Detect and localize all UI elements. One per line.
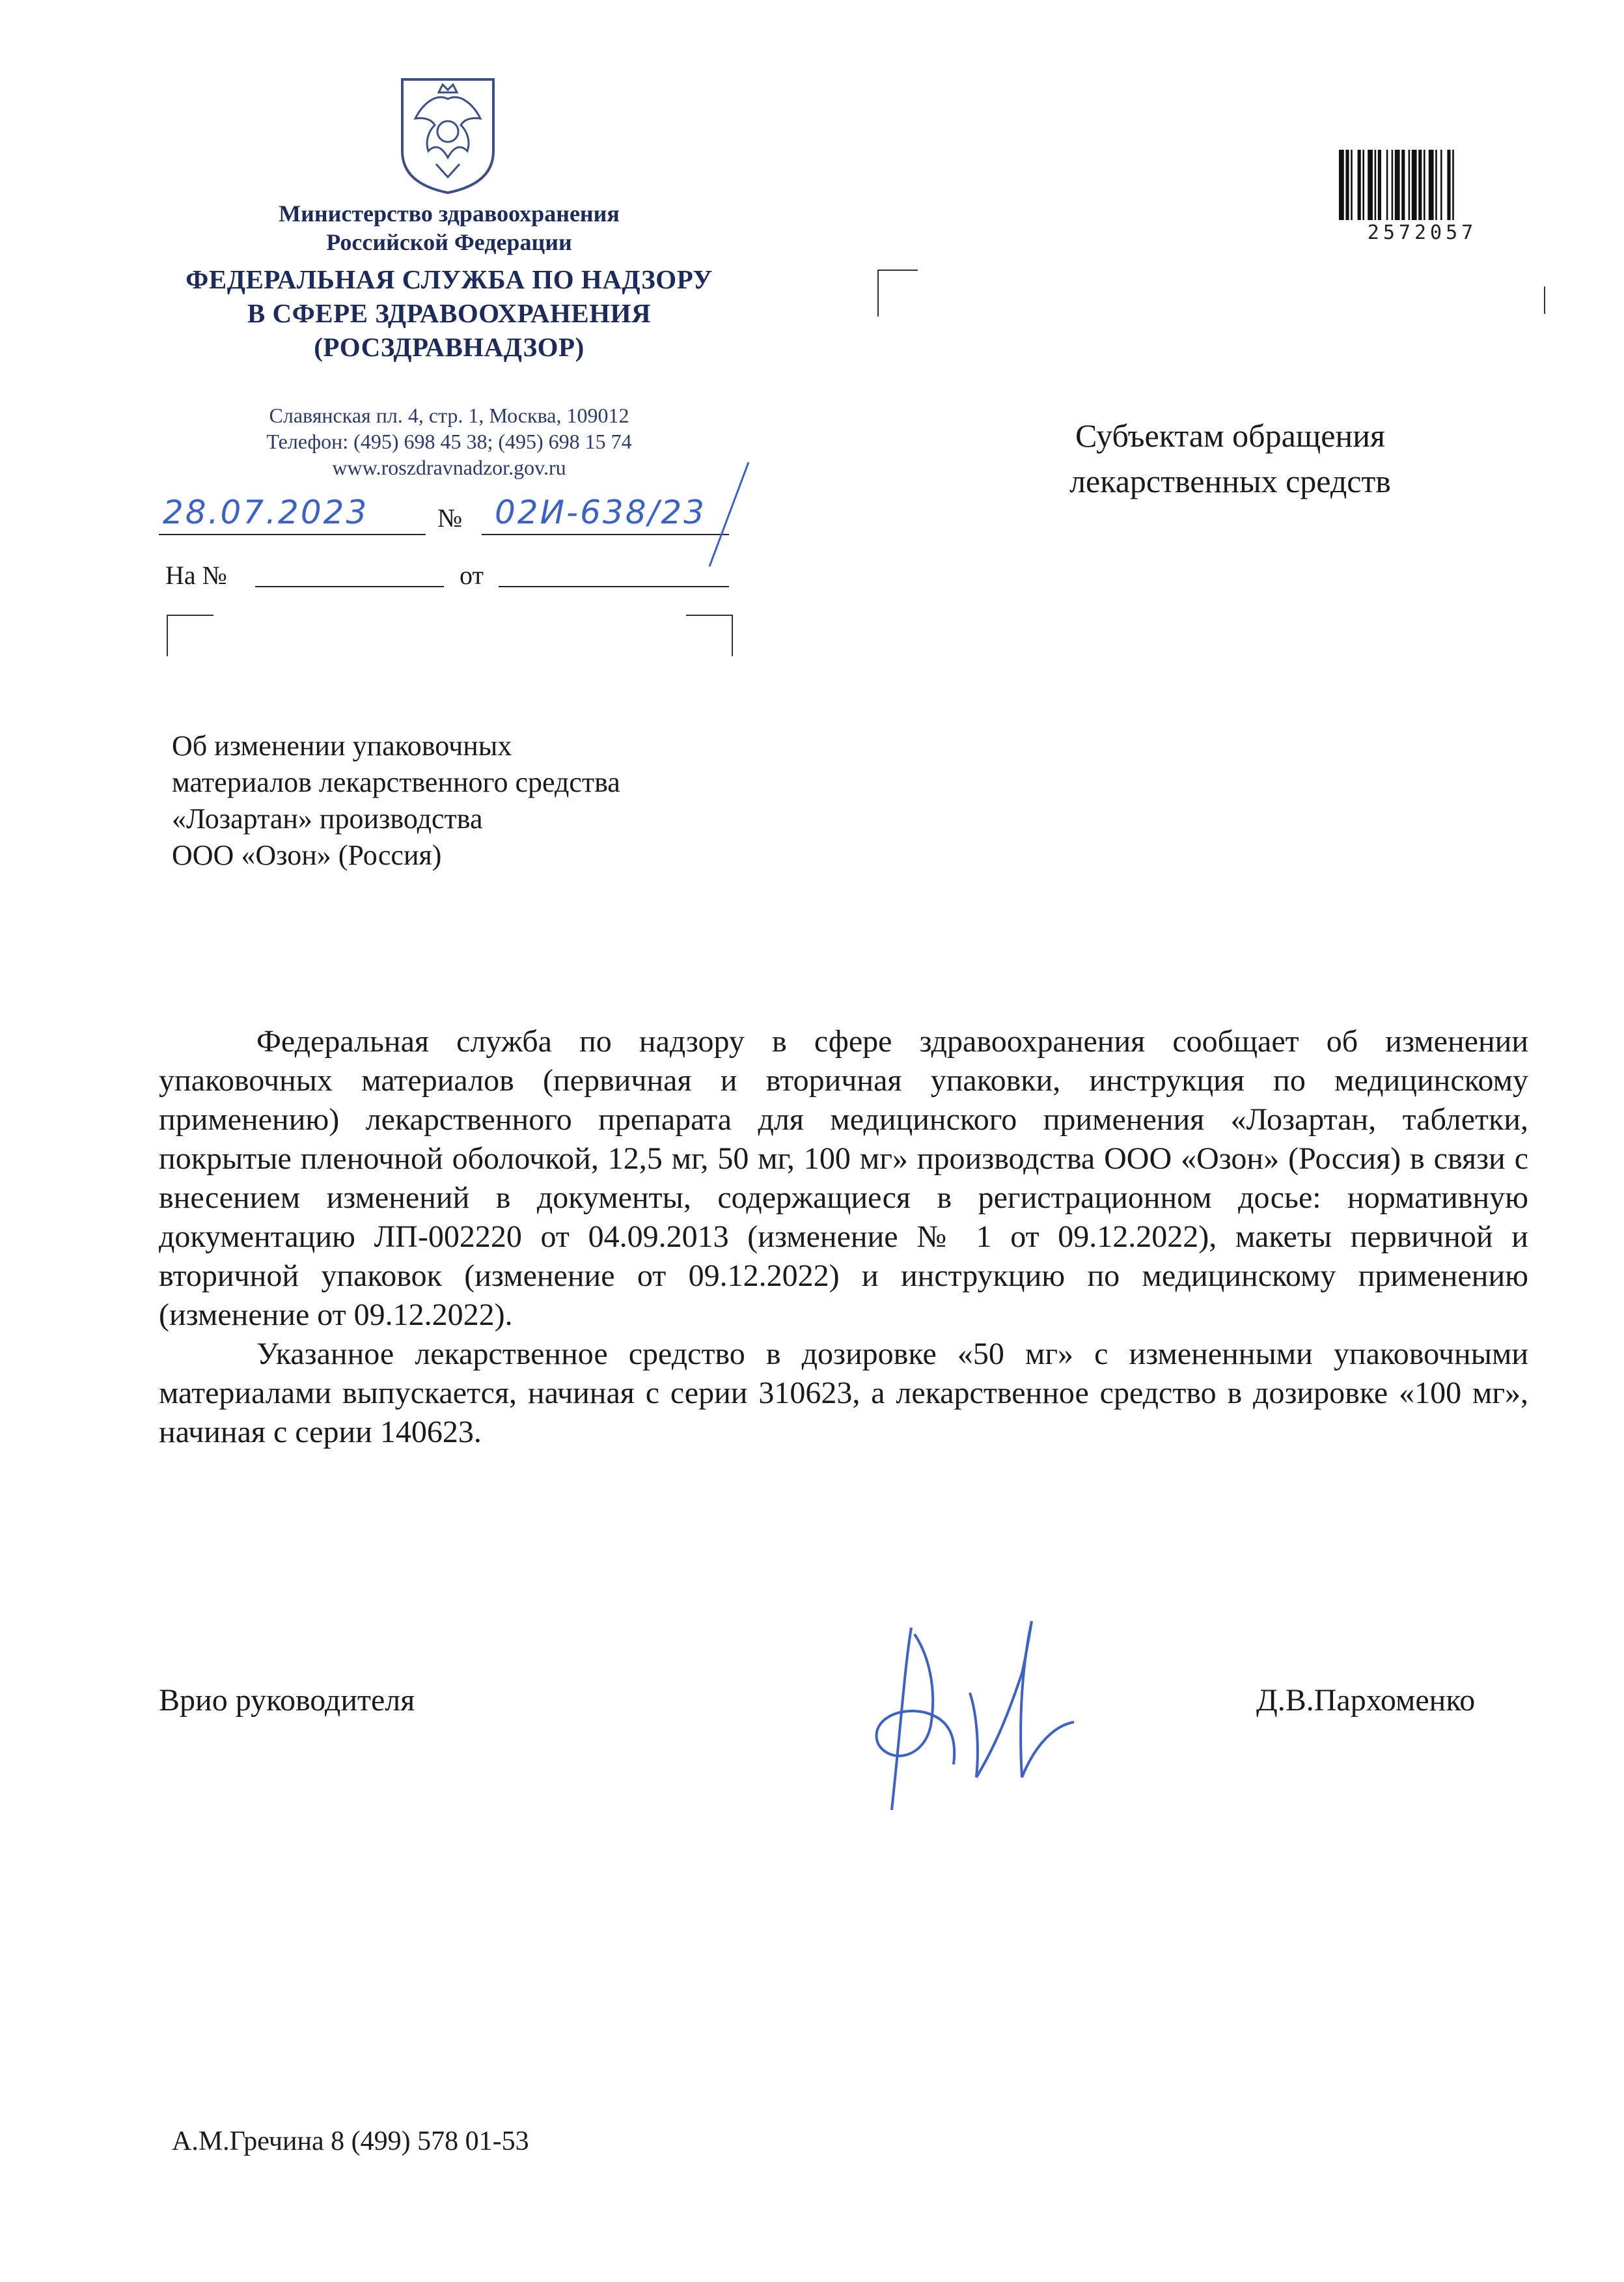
subject-line1: Об изменении упаковочных bbox=[172, 730, 512, 762]
handwritten-signature-icon bbox=[866, 1615, 1087, 1816]
service-address: Славянская пл. 4, стр. 1, Москва, 109012 bbox=[269, 404, 629, 427]
reply-from-field bbox=[499, 586, 729, 587]
addressee-line1: Субъектам обращения bbox=[1075, 417, 1385, 454]
reply-number-label: На № bbox=[165, 561, 227, 590]
barcode-bar bbox=[1386, 150, 1388, 220]
barcode-bar bbox=[1392, 150, 1394, 220]
right-corner-mark bbox=[686, 615, 733, 656]
executor-contact: А.М.Гречина 8 (499) 578 01-53 bbox=[172, 2126, 529, 2156]
ministry-name-line1: Министерство здравоохранения bbox=[279, 201, 620, 227]
service-website: www.roszdravnadzor.gov.ru bbox=[332, 456, 566, 479]
registration-number: 02И-638/23 bbox=[495, 494, 706, 531]
subject-line2: материалов лекарственного средства bbox=[172, 766, 620, 798]
service-name-line2: В СФЕРЕ ЗДРАВООХРАНЕНИЯ bbox=[247, 298, 652, 328]
reply-from-label: от bbox=[460, 561, 484, 590]
service-phone: Телефон: (495) 698 45 38; (495) 698 15 74 bbox=[266, 430, 632, 453]
left-corner-mark bbox=[167, 615, 213, 656]
signatory-position: Врио руководителя bbox=[159, 1683, 415, 1718]
addressee-line2: лекарственных средств bbox=[1069, 463, 1391, 499]
subject-line3: «Лозартан» производства bbox=[172, 803, 483, 835]
barcode bbox=[1338, 150, 1510, 221]
barcode-bar bbox=[1452, 150, 1454, 220]
subject-line4: ООО «Озон» (Россия) bbox=[172, 839, 442, 871]
barcode-bar bbox=[1424, 150, 1425, 220]
barcode-bar bbox=[1435, 150, 1437, 220]
handwritten-slash bbox=[703, 459, 755, 570]
service-name-line3: (РОСЗДРАВНАДЗОР) bbox=[314, 332, 585, 362]
barcode-bar bbox=[1358, 150, 1361, 220]
body-paragraph-2: Указанное лекарственное средство в дозировке «50 мг» с измененными упаковочными материалами выпускается, начиная с серии 310623, а лекарственное средство в дозировке «100 мг», начиная с серии 140623. bbox=[159, 1337, 1528, 1449]
registration-date: 28.07.2023 bbox=[163, 494, 369, 531]
number-underline bbox=[482, 534, 729, 535]
barcode-bar bbox=[1395, 150, 1400, 220]
body-paragraph-1: Федеральная служба по надзору в сфере здравоохранения сообщает об изменении упаковочных материалов (первичная и вторичная упаковки, инструкция по медицинскому применению) лекарственного препарата для медицинского применения «Лозартан, таблетки, покрытые пленочной оболочкой, 12,5 мг, 50 мг, 100 мг» производства ООО «Озон» (Россия) в связи с внесением изменений в документы, содержащиеся в регистрационном досье: нормативную документацию ЛП-002220 от 04.09.2013 (изменение № 1 от 09.12.2022), макеты первичной и вторичной упаковок (изменение от 09.12.2022) и инструкцию по медицинскому применению (изменение от 09.12.2022). bbox=[159, 1024, 1528, 1332]
barcode-bar bbox=[1401, 150, 1405, 220]
barcode-bar bbox=[1409, 150, 1411, 220]
barcode-bar bbox=[1345, 150, 1349, 220]
barcode-bar bbox=[1378, 150, 1381, 220]
barcode-bar bbox=[1368, 150, 1373, 220]
date-underline bbox=[159, 534, 426, 535]
addressee-corner-mark bbox=[877, 270, 918, 316]
signatory-name: Д.В.Пархоменко bbox=[1256, 1683, 1476, 1718]
barcode-bar bbox=[1447, 150, 1450, 220]
number-sign: № bbox=[437, 503, 463, 533]
coat-of-arms-emblem-icon bbox=[396, 73, 500, 195]
barcode-bar bbox=[1375, 150, 1377, 220]
barcode-bar bbox=[1362, 150, 1364, 220]
addressee-right-mark bbox=[1544, 286, 1545, 314]
barcode-bar bbox=[1339, 150, 1344, 220]
barcode-bar bbox=[1412, 150, 1417, 220]
ministry-name-line2: Российской Федерации bbox=[326, 229, 572, 255]
barcode-bar bbox=[1418, 150, 1422, 220]
barcode-bar bbox=[1429, 150, 1434, 220]
barcode-number: 2572057 bbox=[1367, 221, 1478, 244]
barcode-bar bbox=[1351, 150, 1353, 220]
service-name-line1: ФЕДЕРАЛЬНАЯ СЛУЖБА ПО НАДЗОРУ bbox=[186, 264, 713, 294]
reply-number-field bbox=[255, 586, 444, 587]
letter-body bbox=[159, 1022, 1528, 1452]
barcode-bar bbox=[1440, 150, 1442, 220]
